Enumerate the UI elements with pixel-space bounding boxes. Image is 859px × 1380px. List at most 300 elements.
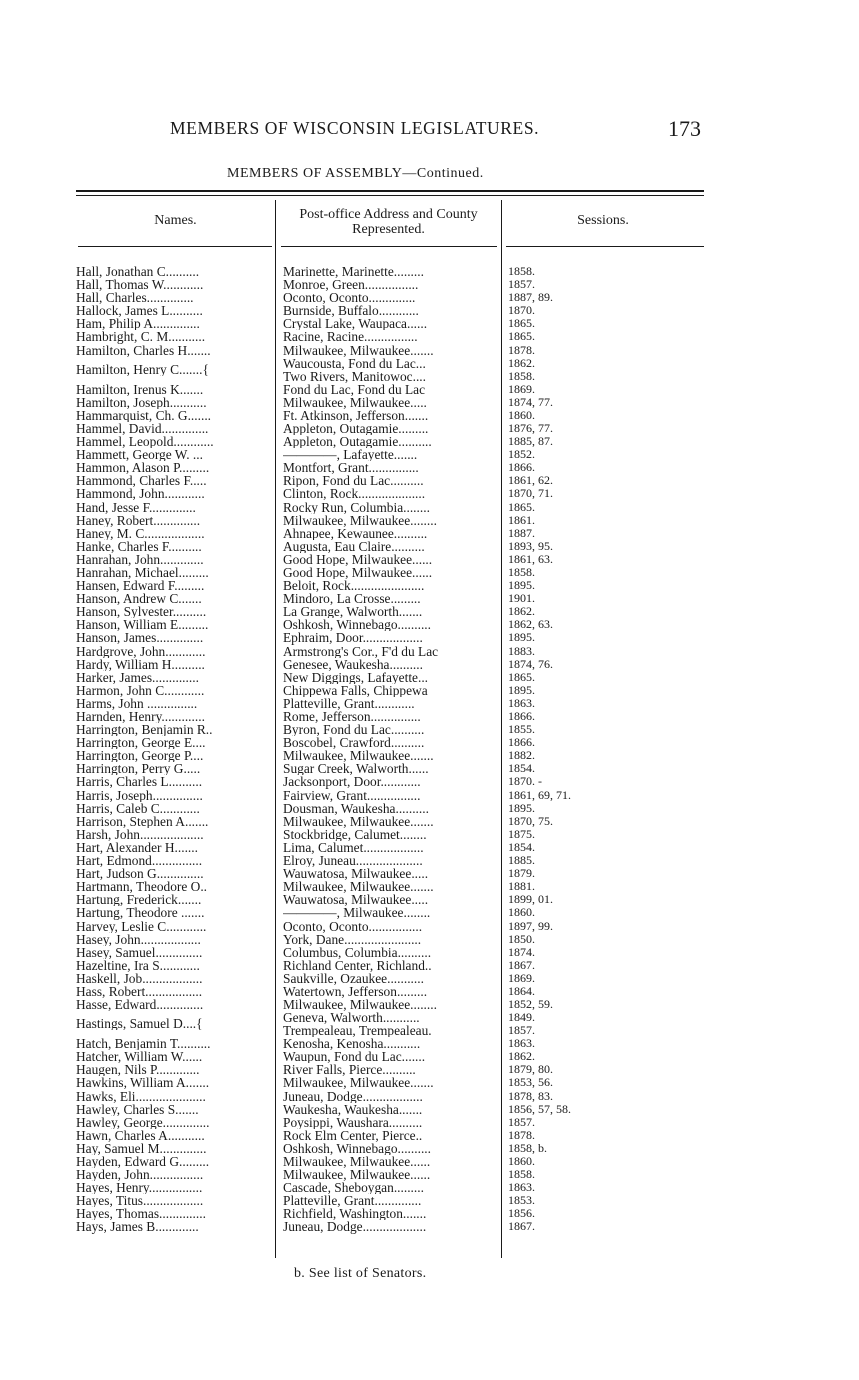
member-sessions: 1901. <box>508 591 535 606</box>
table-row <box>0 317 859 330</box>
table-row <box>0 605 859 618</box>
member-name: Hartmann, Theodore O.. <box>76 880 208 894</box>
member-sessions: 1852, 59. <box>508 997 553 1012</box>
member-address: Crystal Lake, Waupaca...... <box>283 317 428 331</box>
table-row <box>0 802 859 815</box>
member-name: Harrington, Perry G..... <box>76 762 201 776</box>
member-sessions: 1895. <box>508 800 535 815</box>
member-address: River Falls, Pierce.......... <box>283 1063 416 1077</box>
table-row <box>0 330 859 343</box>
member-address: New Diggings, Lafayette... <box>283 670 429 684</box>
member-address-line: Two Rivers, Manitowoc.... <box>283 368 426 383</box>
member-address: Oshkosh, Winnebago.......... <box>283 618 431 632</box>
member-name: Hawks, Eli..................... <box>76 1089 206 1103</box>
member-address: Richland Center, Richland.. <box>283 958 432 972</box>
member-sessions: 1874. <box>508 944 535 959</box>
member-name: Hayes, Titus.................. <box>76 1194 204 1208</box>
member-name: Harms, John ............... <box>76 696 198 710</box>
member-name: Hammond, Charles F..... <box>76 474 207 488</box>
table-row <box>0 893 859 906</box>
member-sessions: 1893, 95. <box>508 538 553 553</box>
table-row <box>0 514 859 527</box>
table-row <box>0 1116 859 1129</box>
member-sessions: 1858. <box>508 564 535 579</box>
member-address: Rock Elm Center, Pierce.. <box>283 1128 423 1142</box>
member-sessions: 1866. <box>508 709 535 723</box>
member-name: Hayden, Edward G......... <box>76 1155 210 1169</box>
table-row <box>0 501 859 514</box>
member-address: Waukesha, Waukesha....... <box>283 1102 423 1116</box>
table-row <box>0 841 859 854</box>
member-address: Monroe, Green................ <box>283 278 419 292</box>
member-sessions: 1899, 01. <box>508 892 553 907</box>
header-underline <box>281 246 497 247</box>
table-row <box>0 553 859 566</box>
page-number: 173 <box>668 116 701 141</box>
member-sessions: 1874, 76. <box>508 656 553 671</box>
member-name: Hazeltine, Ira S............ <box>76 958 200 972</box>
member-name: Harris, Charles L.......... <box>76 775 203 789</box>
member-sessions: 1874, 77. <box>508 394 553 409</box>
member-sessions: 1853, 56. <box>508 1075 553 1090</box>
member-name: Hartung, Frederick....... <box>76 893 202 907</box>
member-sessions: 1876, 77. <box>508 420 553 435</box>
member-name: Hammel, Leopold............ <box>76 435 214 449</box>
member-address: Ripon, Fond du Lac.......... <box>283 474 424 488</box>
member-address: ————, Milwaukee........ <box>283 906 431 920</box>
member-sessions: 1857. <box>508 1114 535 1129</box>
member-name: Harsh, John................... <box>76 827 204 841</box>
member-sessions: 1878, 83. <box>508 1088 553 1103</box>
member-sessions: 1858. <box>508 264 535 278</box>
member-address: Augusta, Eau Claire.......... <box>283 539 425 553</box>
member-sessions: 1866. <box>508 460 535 475</box>
member-address: Milwaukee, Milwaukee........ <box>283 513 437 527</box>
table-row <box>0 828 859 841</box>
member-sessions: 1865. <box>508 316 535 331</box>
table-row <box>0 344 859 357</box>
member-address: Dousman, Waukesha.......... <box>283 801 429 815</box>
member-name: Harker, James.............. <box>76 670 199 684</box>
member-address: La Grange, Walworth....... <box>283 605 423 619</box>
table-row <box>0 749 859 762</box>
member-address: Milwaukee, Milwaukee....... <box>283 343 434 357</box>
member-address: Beloit, Rock...................... <box>283 579 425 593</box>
member-sessions: 1850. <box>508 931 535 946</box>
member-sessions: 1887. <box>508 525 535 540</box>
member-address: Wauwatosa, Milwaukee..... <box>283 867 429 881</box>
member-name: Harris, Joseph............... <box>76 788 203 802</box>
member-sessions: 1864. <box>508 983 535 998</box>
member-name: Hatcher, William W...... <box>76 1050 203 1064</box>
table-row <box>0 946 859 959</box>
table-row <box>0 527 859 540</box>
table-row <box>0 1220 859 1233</box>
member-address-line: Geneva, Walworth........... <box>283 1011 420 1026</box>
member-address: Kenosha, Kenosha........... <box>283 1037 421 1051</box>
member-address: Cascade, Sheboygan......... <box>283 1181 424 1195</box>
member-sessions-line: 1849. <box>508 1010 535 1025</box>
table-row <box>0 566 859 579</box>
member-sessions: 1862. <box>508 1049 535 1064</box>
table-row <box>0 815 859 828</box>
table-row <box>0 1103 859 1116</box>
member-address: Ft. Atkinson, Jefferson....... <box>283 408 429 422</box>
table-row <box>0 1011 859 1037</box>
member-name: Hamilton, Irenus K....... <box>76 382 204 396</box>
table-row <box>0 1155 859 1168</box>
running-head <box>0 118 859 142</box>
member-address: Montfort, Grant............... <box>283 461 419 475</box>
member-name: Hanson, Sylvester.......... <box>76 605 207 619</box>
table-row <box>0 775 859 788</box>
table-row <box>0 1063 859 1076</box>
table-row <box>0 736 859 749</box>
table-row <box>0 1050 859 1063</box>
table-row <box>0 645 859 658</box>
member-address: Clinton, Rock.................... <box>283 487 426 501</box>
member-address: Oconto, Oconto................ <box>283 919 423 933</box>
table-row <box>0 972 859 985</box>
table-row <box>0 985 859 998</box>
member-address: Armstrong's Cor., F'd du Lac <box>283 644 439 658</box>
member-sessions: 1866. <box>508 735 535 750</box>
member-name: Harris, Caleb C............ <box>76 801 200 815</box>
member-sessions <box>508 1011 535 1037</box>
member-name: Hawley, Charles S....... <box>76 1102 199 1116</box>
footnote: b. See list of Senators. <box>294 1266 427 1281</box>
member-name: Harrison, Stephen A....... <box>76 814 209 828</box>
table-row <box>0 867 859 880</box>
member-address: Lima, Calumet.................. <box>283 840 424 855</box>
table-row <box>0 357 859 383</box>
member-sessions: 1863. <box>508 695 535 710</box>
member-name: Hall, Thomas W............ <box>76 278 204 292</box>
member-name: Hawkins, William A....... <box>76 1076 210 1090</box>
member-sessions: 1852. <box>508 447 535 462</box>
table-row <box>0 1076 859 1089</box>
member-name: Hansen, Edward F......... <box>76 579 205 593</box>
table-row <box>0 697 859 710</box>
member-sessions: 1895. <box>508 682 535 697</box>
member-address: Richfield, Washington....... <box>283 1207 427 1221</box>
member-name: Hart, Alexander H....... <box>76 840 198 855</box>
table-row <box>0 710 859 723</box>
member-sessions: 1857. <box>508 277 535 292</box>
member-name: Harvey, Leslie C............ <box>76 919 207 933</box>
member-address: Milwaukee, Milwaukee........ <box>283 998 437 1012</box>
member-sessions: 1854. <box>508 839 535 854</box>
member-name: Hays, James B............. <box>76 1220 199 1234</box>
member-name: Hayes, Henry................ <box>76 1181 203 1195</box>
member-address: Appleton, Outagamie......... <box>283 421 429 436</box>
member-sessions: 1875. <box>508 826 535 841</box>
member-name: Hasey, John.................. <box>76 932 201 946</box>
member-address: Waupun, Fond du Lac....... <box>283 1050 426 1064</box>
member-address: Good Hope, Milwaukee...... <box>283 552 433 566</box>
table-row <box>0 474 859 487</box>
member-name: Harrington, George E.... <box>76 736 206 750</box>
member-address: Sugar Creek, Walworth...... <box>283 762 429 776</box>
table-row <box>0 291 859 304</box>
table-row <box>0 540 859 553</box>
member-name: Hardy, William H.......... <box>76 657 205 671</box>
member-name: Hamilton, Joseph........... <box>76 395 207 409</box>
member-sessions: 1883. <box>508 643 535 658</box>
table-row <box>0 1207 859 1220</box>
member-sessions: 1869. <box>508 381 535 396</box>
member-address: Racine, Racine................ <box>283 330 418 344</box>
member-sessions: 1885. <box>508 853 535 868</box>
member-name: Hammett, George W. ... <box>76 448 203 462</box>
table-row <box>0 880 859 893</box>
member-sessions: 1867. <box>508 957 535 972</box>
table-row <box>0 933 859 946</box>
member-sessions: 1861. <box>508 512 535 527</box>
member-name: Hanson, James.............. <box>76 631 204 645</box>
header-underline <box>506 246 704 247</box>
member-name: Harmon, John C............ <box>76 683 205 697</box>
table-row <box>0 920 859 933</box>
member-address: Burnside, Buffalo............ <box>283 304 419 318</box>
member-name: Hall, Jonathan C.......... <box>76 265 200 279</box>
member-address-line: Trempealeau, Trempealeau. <box>283 1023 432 1038</box>
member-name: Hart, Edmond............... <box>76 854 203 868</box>
member-sessions: 1887, 89. <box>508 290 553 305</box>
table-row <box>0 658 859 671</box>
member-sessions: 1870. <box>508 303 535 318</box>
table-row <box>0 998 859 1011</box>
member-sessions: 1878. <box>508 1127 535 1142</box>
table-row <box>0 762 859 775</box>
table-row <box>0 1129 859 1142</box>
member-name: Hasse, Edward.............. <box>76 998 204 1012</box>
member-address: Oshkosh, Winnebago.......... <box>283 1141 431 1155</box>
member-address: Columbus, Columbia.......... <box>283 945 432 959</box>
table-row <box>0 618 859 631</box>
member-name: Hawn, Charles A........... <box>76 1128 205 1142</box>
member-sessions: 1860. <box>508 1154 535 1168</box>
member-sessions: 1855. <box>508 722 535 737</box>
member-sessions: 1865. <box>508 329 535 344</box>
member-sessions: 1867. <box>508 1219 535 1234</box>
member-address: Elroy, Juneau.................... <box>283 854 423 868</box>
member-sessions: 1897, 99. <box>508 918 553 933</box>
member-sessions: 1861, 63. <box>508 551 553 566</box>
member-name: Hawley, George.............. <box>76 1115 210 1129</box>
member-address: Milwaukee, Milwaukee..... <box>283 395 427 409</box>
member-name: Hass, Robert................. <box>76 984 203 999</box>
member-sessions: 1882. <box>508 748 535 763</box>
member-address: Ahnapee, Kewaunee.......... <box>283 526 428 540</box>
table-row <box>0 435 859 448</box>
table-row <box>0 265 859 278</box>
table-row <box>0 671 859 684</box>
member-name: Hammel, David.............. <box>76 421 209 436</box>
member-address: Mindoro, La Crosse......... <box>283 592 421 606</box>
member-address: Genesee, Waukesha.......... <box>283 657 423 671</box>
member-address: Fond du Lac, Fond du Lac <box>283 382 426 396</box>
member-address: Jacksonport, Door............ <box>283 775 421 789</box>
member-name: Hay, Samuel M.............. <box>76 1141 207 1155</box>
table-row <box>0 487 859 500</box>
member-address: Juneau, Dodge................... <box>283 1220 427 1234</box>
member-sessions: 1870, 75. <box>508 813 553 828</box>
table-row <box>0 461 859 474</box>
section-title: MEMBERS OF ASSEMBLY—Continued. <box>227 166 484 181</box>
top-rule-thin <box>76 195 704 196</box>
table-row <box>0 631 859 644</box>
member-sessions: 1895. <box>508 578 535 593</box>
member-address-line: Waucousta, Fond du Lac... <box>283 356 426 371</box>
member-address: Saukville, Ozaukee........... <box>283 971 424 985</box>
member-sessions: 1879. <box>508 866 535 881</box>
member-name: Harnden, Henry............. <box>76 710 205 724</box>
member-sessions: 1869. <box>508 970 535 985</box>
member-sessions-line: 1862. <box>508 355 535 370</box>
member-name: Hanrahan, Michael......... <box>76 565 209 580</box>
table-row <box>0 1168 859 1181</box>
member-name: Hasey, Samuel.............. <box>76 945 203 959</box>
member-address <box>283 357 500 383</box>
member-name: Hamilton, Charles H....... <box>76 343 211 357</box>
table-row <box>0 409 859 422</box>
member-sessions: 1863. <box>508 1180 535 1195</box>
running-title: MEMBERS OF WISCONSIN LEGISLATURES. <box>170 118 540 138</box>
member-address: Chippewa Falls, Chippewa <box>283 683 428 697</box>
member-address: Juneau, Dodge.................. <box>283 1089 423 1103</box>
table-row <box>0 579 859 592</box>
table-row <box>0 304 859 317</box>
member-name: Hardgrove, John............ <box>76 644 206 658</box>
member-sessions: 1858. <box>508 1167 535 1182</box>
member-address: Platteville, Grant.............. <box>283 1194 422 1208</box>
member-address: Poysippi, Waushara.......... <box>283 1115 423 1129</box>
table-row <box>0 959 859 972</box>
member-name: Hayes, Thomas.............. <box>76 1207 206 1221</box>
table-row <box>0 1181 859 1194</box>
member-sessions: 1865. <box>508 499 535 514</box>
member-sessions: 1865. <box>508 669 535 684</box>
member-name: Hastings, Samuel D....{ <box>76 1017 203 1031</box>
member-name: Hanke, Charles F.......... <box>76 539 202 553</box>
member-address: ————, Lafayette....... <box>283 448 418 462</box>
member-name: Ham, Philip A.............. <box>76 317 200 331</box>
member-sessions: 1854. <box>508 761 535 776</box>
member-sessions-line: 1857. <box>508 1023 535 1038</box>
table-row <box>0 1090 859 1103</box>
member-sessions: 1862. <box>508 604 535 619</box>
member-address: Milwaukee, Milwaukee...... <box>283 1168 431 1182</box>
member-name: Haney, M. C.................. <box>76 526 205 540</box>
member-name: Hallock, James L.......... <box>76 304 203 318</box>
table-row <box>0 789 859 802</box>
member-address: Boscobel, Crawford.......... <box>283 736 425 750</box>
table-row <box>0 906 859 919</box>
member-name: Hammon, Alason P......... <box>76 461 210 475</box>
table-row <box>0 1037 859 1050</box>
member-address: York, Dane....................... <box>283 932 422 946</box>
member-address: Milwaukee, Milwaukee....... <box>283 880 434 894</box>
member-address: Wauwatosa, Milwaukee..... <box>283 893 429 907</box>
member-address: Fairview, Grant................ <box>283 788 421 802</box>
member-name: Hamilton, Henry C.......{ <box>76 362 209 376</box>
member-sessions-line: 1858. <box>508 368 535 383</box>
member-name: Hand, Jesse F.............. <box>76 500 196 514</box>
top-rule <box>76 190 704 192</box>
table-row <box>0 383 859 396</box>
member-address: Watertown, Jefferson......... <box>283 984 428 999</box>
member-address: Marinette, Marinette......... <box>283 265 424 279</box>
member-sessions: 1861, 69, 71. <box>508 787 571 802</box>
table-row <box>0 723 859 736</box>
member-sessions: 1885, 87. <box>508 434 553 449</box>
column-header-names: Names. <box>154 213 197 228</box>
table-row <box>0 422 859 435</box>
member-address: Milwaukee, Milwaukee....... <box>283 1076 434 1090</box>
member-sessions: 1856. <box>508 1206 535 1221</box>
member-name: Hammond, John............ <box>76 487 205 501</box>
member-sessions: 1856, 57, 58. <box>508 1101 571 1116</box>
member-sessions: 1870, 71. <box>508 486 553 501</box>
member-sessions: 1870. - <box>508 774 542 789</box>
member-name: Hart, Judson G.............. <box>76 867 204 881</box>
member-name: Hatch, Benjamin T.......... <box>76 1037 211 1051</box>
member-address <box>283 1011 500 1037</box>
member-address: Oconto, Oconto.............. <box>283 291 416 305</box>
member-address: Milwaukee, Milwaukee....... <box>283 814 434 828</box>
member-sessions: 1860. <box>508 905 535 920</box>
member-sessions: 1878. <box>508 342 535 357</box>
member-sessions: 1853. <box>508 1193 535 1208</box>
member-sessions: 1879, 80. <box>508 1062 553 1077</box>
member-name: Hammarquist, Ch. G....... <box>76 408 212 422</box>
member-name: Hall, Charles.............. <box>76 291 194 305</box>
member-sessions: 1862, 63. <box>508 617 553 632</box>
member-address: Rocky Run, Columbia........ <box>283 500 430 514</box>
member-sessions: 1860. <box>508 407 535 422</box>
member-sessions: 1863. <box>508 1036 535 1051</box>
members-table <box>0 265 859 1234</box>
column-header-sessions: Sessions. <box>577 213 629 228</box>
member-sessions: 1858, b. <box>508 1140 547 1155</box>
table-row <box>0 592 859 605</box>
member-address: Good Hope, Milwaukee...... <box>283 565 433 580</box>
table-row <box>0 1142 859 1155</box>
column-header-address: Post-office Address and County Represented. <box>299 207 478 237</box>
member-name: Haney, Robert.............. <box>76 513 201 527</box>
member-name: Hartung, Theodore ....... <box>76 906 205 920</box>
member-address: Platteville, Grant............ <box>283 696 415 710</box>
table-row <box>0 396 859 409</box>
member-sessions: 1895. <box>508 630 535 645</box>
member-name: Hanson, Andrew C....... <box>76 592 202 606</box>
member-sessions: 1881. <box>508 879 535 894</box>
table-row <box>0 1194 859 1207</box>
member-name: Haskell, Job.................. <box>76 971 203 985</box>
table-row <box>0 684 859 697</box>
table-row <box>0 278 859 291</box>
member-name: Hanson, William E......... <box>76 618 209 632</box>
member-address: Milwaukee, Milwaukee....... <box>283 749 434 763</box>
member-address: Stockbridge, Calumet........ <box>283 827 427 841</box>
member-name: Harrington, Benjamin R.. <box>76 723 213 737</box>
member-address: Byron, Fond du Lac.......... <box>283 723 425 737</box>
member-address: Rome, Jefferson............... <box>283 710 421 724</box>
member-address: Ephraim, Door.................. <box>283 631 423 645</box>
member-sessions: 1861, 62. <box>508 473 553 488</box>
member-sessions <box>508 357 535 383</box>
